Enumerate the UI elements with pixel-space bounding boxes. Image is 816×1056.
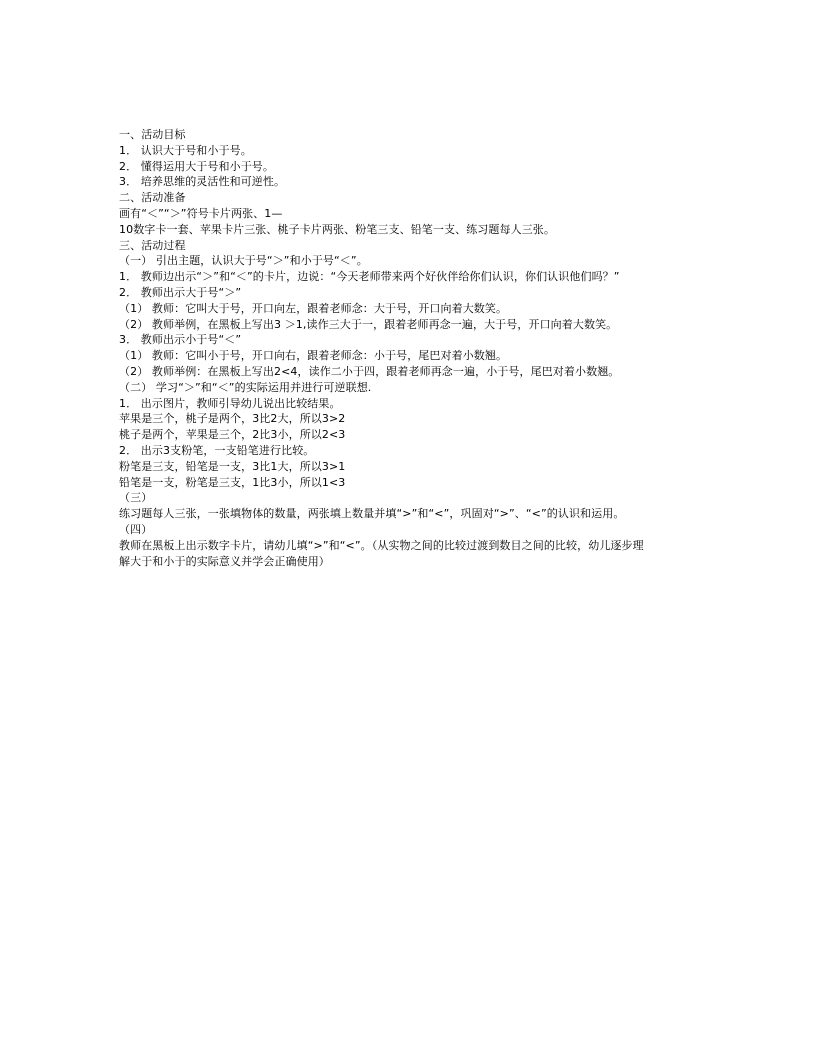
process-step-2-sub-2: （2） 教师举例，在黑板上写出3 ＞1,读作三大于一，跟着老师再念一遍，大于号，开口向着大数笑。 [119, 317, 618, 331]
comparison-apples-peaches: 苹果是三个，桃子是两个，3比2大，所以3>2 [119, 412, 346, 426]
process-step-3-sub-2: （2） 教师举例：在黑板上写出2<4，读作二小于四，跟着老师再念一遍，小于号，尾巴对着小数翘。 [119, 364, 620, 378]
comparison-pencil-chalk: 铅笔是一支，粉笔是三支，1比3小，所以1<3 [119, 475, 346, 489]
process-part-3-heading: （三） [119, 491, 153, 505]
process-step-1: 1． 教师边出示“＞”和“＜”的卡片，边说：“今天老师带来两个好伙伴给你们认识，你们认识他们吗？” [119, 270, 620, 284]
section-heading-goals: 一、活动目标 [119, 128, 186, 141]
part-2-step-1: 1． 出示图片，教师引导幼儿说出比较结果。 [119, 396, 341, 410]
process-part-2-heading: （二） 学习“＞”和“＜”的实际运用并进行可逆联想. [119, 380, 372, 394]
process-step-2: 2． 教师出示大于号“＞” [119, 285, 242, 299]
process-part-4-heading: （四） [119, 522, 153, 536]
part-4-text-line-1: 教师在黑板上出示数字卡片，请幼儿填“>”和“<”。（从实物之间的比较过渡到数目之间的比较，幼儿逐步理 [119, 538, 644, 552]
section-heading-process: 三、活动过程 [119, 238, 186, 252]
part-2-step-2: 2． 出示3支粉笔，一支铅笔进行比较。 [119, 443, 315, 457]
goal-item-2: 2． 懂得运用大于号和小于号。 [119, 159, 274, 173]
process-step-2-sub-1: （1） 教师：它叫大于号，开口向左，跟着老师念：大于号，开口向着大数笑。 [119, 301, 508, 315]
comparison-peaches-apples: 桃子是两个，苹果是三个，2比3小，所以2<3 [119, 428, 346, 442]
preparation-text-line-2: 10数字卡一套、苹果卡片三张、桃子卡片两张、粉笔三支、铅笔一支、练习题每人三张。 [119, 222, 555, 236]
part-3-text: 练习题每人三张，一张填物体的数量，两张填上数量并填“>”和“<”，巩固对“>”、“<”的认识和运用。 [119, 507, 625, 521]
goal-item-3: 3． 培养思维的灵活性和可逆性。 [119, 175, 286, 189]
section-heading-preparation: 二、活动准备 [119, 191, 186, 205]
document-body [119, 127, 709, 569]
process-step-3-sub-1: （1） 教师：它叫小于号，开口向右，跟着老师念：小于号，尾巴对着小数翘。 [119, 349, 508, 363]
goal-item-1: 1． 认识大于号和小于号。 [119, 143, 252, 157]
part-4-text-line-2: 解大于和小于的实际意义并学会正确使用） [119, 554, 330, 568]
process-step-3: 3． 教师出示小于号“＜” [119, 333, 242, 347]
preparation-text-line-1: 画有“＜”“＞”符号卡片两张、1— [119, 206, 283, 220]
process-part-1-heading: （一） 引出主题，认识大于号“＞”和小于号“＜”。 [119, 254, 368, 268]
comparison-chalk-pencil: 粉笔是三支，铅笔是一支，3比1大，所以3>1 [119, 459, 346, 473]
